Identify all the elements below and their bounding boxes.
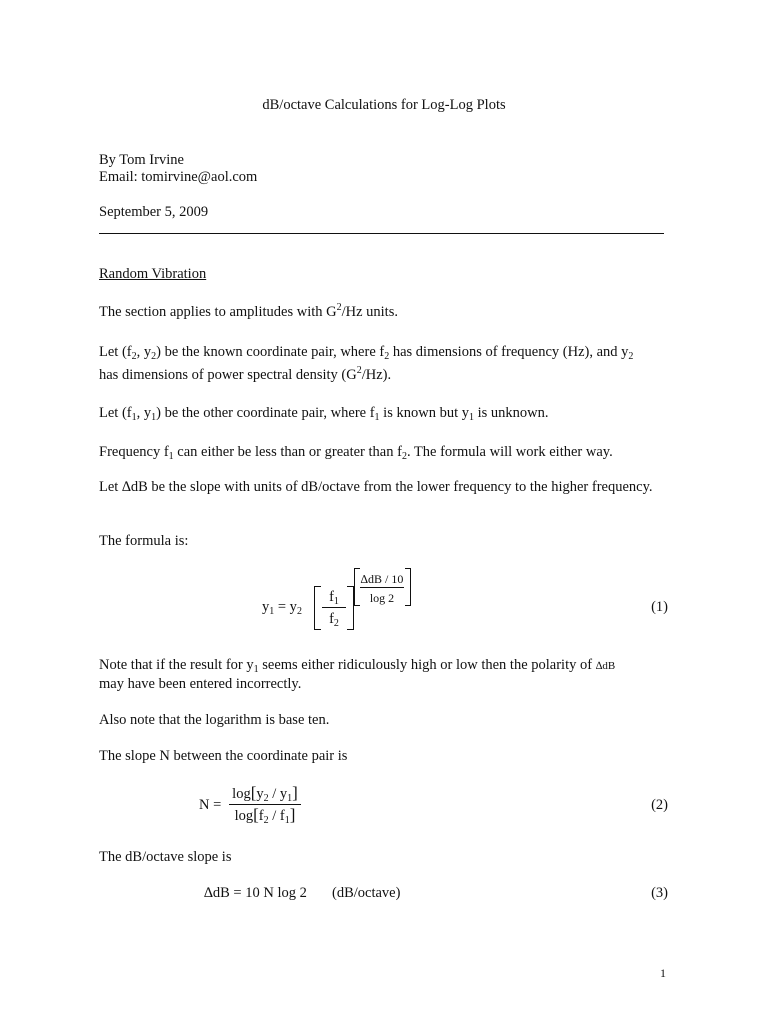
eq1-lhs: $y_1 = y_2$ <box>262 599 302 617</box>
eq1-left-bracket <box>314 586 321 630</box>
paragraph-frequency: Frequency $f_1$ can either be less than or greater than $f_2$. The formula will work either way. <box>99 444 613 462</box>
paragraph-note-line1: Note that if the result for $y_1$ seems either ridiculously high or low then the polarity of ∆dB <box>99 657 616 675</box>
section-heading: Random Vibration <box>99 266 207 282</box>
eq3-number: (3) <box>651 885 668 901</box>
paragraph-other-pair: Let ($f_1$, $y_1$) be the other coordinate pair, where $f_1$ is known but $y_1$ is unknown. <box>99 405 549 423</box>
paragraph-units: The section applies to amplitudes with $G^2/Hz$ units. <box>99 302 398 320</box>
paragraph-dboctave: The dB/octave slope is <box>99 849 232 865</box>
paragraph-note-line2: may have been entered incorrectly. <box>99 676 302 692</box>
date-line: September 5, 2009 <box>99 204 209 220</box>
eq2-lhs: N = <box>199 797 222 813</box>
eq1-fraction-bar <box>322 607 346 608</box>
paragraph-log-base: Also note that the logarithm is base ten. <box>99 712 330 728</box>
eq1-exp-right-bracket <box>405 568 411 606</box>
eq1-number: (1) <box>651 599 668 615</box>
paragraph-known-pair-line1: Let ($f_2$, $y_2$) be the known coordinate pair, where $f_2$ has dimensions of frequency (Hz), and $y_2$ <box>99 344 634 362</box>
eq1-fraction-numerator: $f_1$ <box>329 589 339 607</box>
document-title: dB/octave Calculations for Log-Log Plots <box>262 97 506 113</box>
eq3-units: (dB/octave) <box>332 885 401 901</box>
eq1-right-bracket <box>347 586 354 630</box>
eq2-numerator: $\log[y_2 / y_1]$ <box>232 783 298 804</box>
author-line: By Tom Irvine <box>99 152 184 168</box>
paragraph-slope-definition: Let ∆dB be the slope with units of dB/octave from the lower frequency to the higher frequency. <box>99 479 653 495</box>
paragraph-known-pair-line2: has dimensions of power spectral density $(G^2/Hz)$. <box>99 365 392 383</box>
email-line: Email: tomirvine@aol.com <box>99 169 258 185</box>
page-number: 1 <box>660 966 666 980</box>
eq1-fraction-denominator: $f_2$ <box>329 611 339 629</box>
paragraph-formula-intro: The formula is: <box>99 533 189 549</box>
eq3-expression: ∆dB = 10 N log 2 <box>204 885 307 901</box>
header-rule <box>99 233 664 234</box>
eq2-denominator: $\log[f_2 / f_1]$ <box>234 805 296 826</box>
eq1-exponent-bar <box>360 587 404 588</box>
eq1-exponent-denominator: log 2 <box>369 591 395 605</box>
eq1-exponent-numerator: ∆dB / 10 <box>360 572 404 586</box>
eq2-number: (2) <box>651 797 668 813</box>
paragraph-slope-n: The slope N between the coordinate pair is <box>99 748 348 764</box>
